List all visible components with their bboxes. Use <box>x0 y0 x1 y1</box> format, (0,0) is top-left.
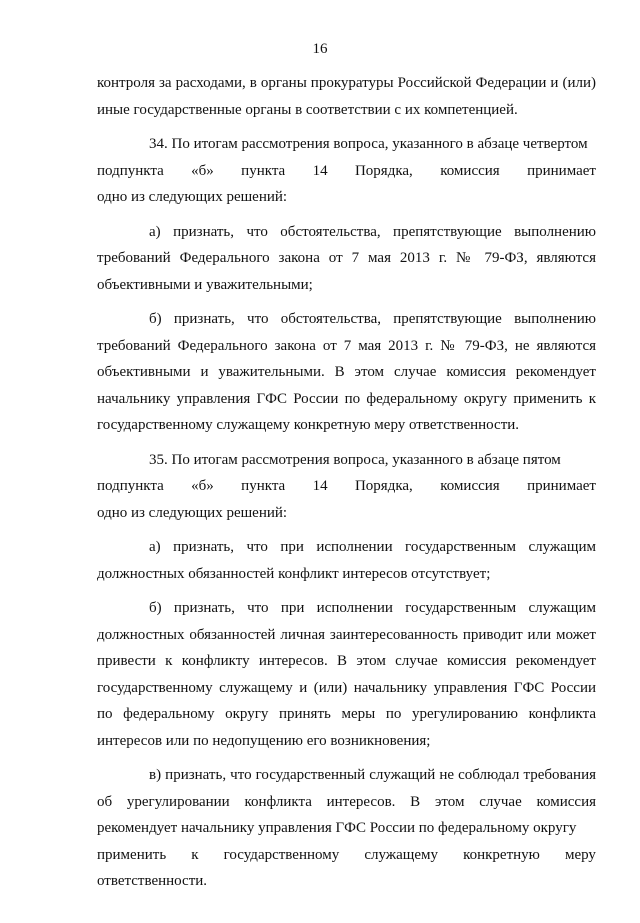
reference-word: 14 <box>312 478 328 494</box>
reference-word: Порядка, <box>354 162 413 179</box>
reference-word: пункта <box>241 162 286 179</box>
page-number: 16 <box>312 41 328 57</box>
paragraph-34-reference-row <box>97 158 596 185</box>
paragraph-35c-main: в) признать, что государственный служащий не соблюдал требования об урегулировании конфликта интересов. В этом случае комиссия рекомендует начальнику управления ГФС России по федеральному округу <box>97 767 596 836</box>
row-word: государственному <box>223 846 340 863</box>
paragraph-item-35 <box>97 439 596 527</box>
paragraph-35-reference-row <box>97 473 596 500</box>
row-word: меру <box>564 846 596 863</box>
reference-word: подпункта <box>97 478 164 494</box>
paragraph-35-tail: одно из следующих решений: <box>97 504 288 521</box>
paragraph-item-34a: а) признать, что обстоятельства, препятствующие выполнению требований Федерального закона от 7 мая 2013 г. № 79-ФЗ, являются объективными и уважительными; <box>97 223 596 293</box>
paragraph-item-35c <box>97 754 596 895</box>
paragraph-item-35a: а) признать, что при исполнении государственным служащим должностных обязанностей конфликт интересов отсутствует; <box>97 539 596 582</box>
document-body <box>97 70 596 895</box>
paragraph-35-lead: 35. По итогам рассмотрения вопроса, указанного в абзаце пятом <box>149 451 561 468</box>
reference-word: подпункта <box>97 162 164 179</box>
paragraph-35c-row <box>97 842 596 869</box>
reference-word: «б» <box>191 162 214 179</box>
reference-word: Порядка, <box>354 478 413 494</box>
row-word: применить <box>97 846 167 863</box>
paragraph-continuation: контроля за расходами, в органы прокуратуры Российской Федерации и (или) иные государственные органы в соответствии с их компетенцией. <box>97 75 596 118</box>
paragraph-item-34b: б) признать, что обстоятельства, препятствующие выполнению требований Федерального закона от 7 мая 2013 г. № 79-ФЗ, не являются объективными и уважительными. В этом случае комиссия рекомендует начальнику управления ГФС России по федеральному округу применить к государственному служащему конкретную меру ответственности. <box>97 311 596 433</box>
paragraph-34-tail: одно из следующих решений: <box>97 189 288 205</box>
reference-word: 14 <box>312 162 328 179</box>
row-word: конкретную <box>463 846 540 863</box>
reference-word: принимает <box>527 478 596 494</box>
row-word: служащему <box>364 846 438 863</box>
reference-word: комиссия <box>440 478 500 494</box>
paragraph-34-lead: 34. По итогам рассмотрения вопроса, указанного в абзаце четвертом <box>149 136 588 152</box>
reference-word: комиссия <box>440 162 500 179</box>
paragraph-35c-tail: ответственности. <box>97 873 208 889</box>
row-word: к <box>191 846 199 863</box>
reference-word: принимает <box>527 162 596 179</box>
paragraph-item-35b: б) признать, что при исполнении государственным служащим должностных обязанностей личная заинтересованность приводит или может привести к конфликту интересов. В этом случае комиссия рекомендует государственному служащему и (или) начальнику управления ГФС России по федеральному округу принять меры по урегулированию конфликта интересов или по недопущению его возникновения; <box>97 600 596 749</box>
reference-word: «б» <box>191 478 214 494</box>
reference-word: пункта <box>241 478 286 494</box>
paragraph-item-34 <box>97 123 596 211</box>
